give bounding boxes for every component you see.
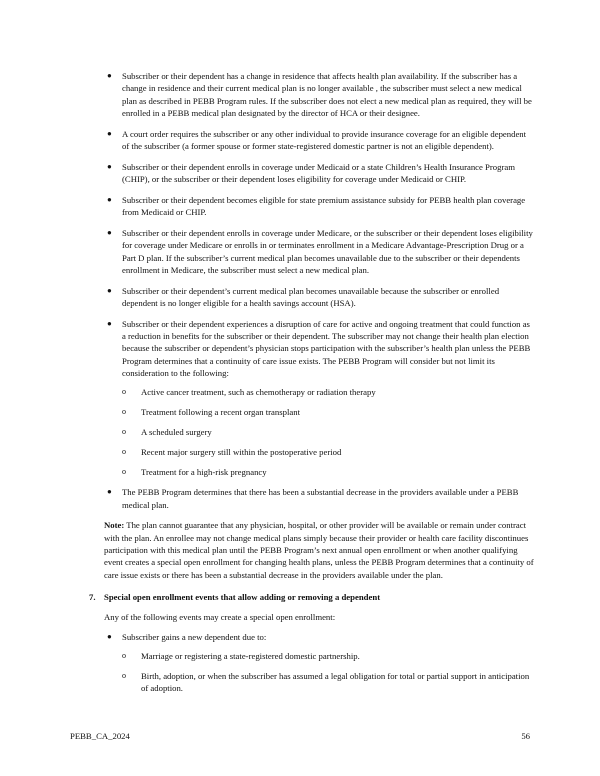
list-item: ● Subscriber or their dependent experiences a disruption of care for active and ongoing treatment that could function as a reduction in benefits for the subscriber or their dependent. The subscriber may not change their health plan election because the subscriber or dependent’s physician stops participation with the subscriber’s health plan unless the PEBB Program determines that a continuity of care issue exists. The PEBB Program will consider but not limit its consideration to the following: o Active cancer treatment, such as chemotherapy or radiation therapy o Treatment following a recent organ transplant o A scheduled surgery o Recent major surgery still within the postoperative period o Treatment for a high-risk pregnancy — [89, 318, 534, 478]
bullet-icon: ● — [107, 318, 112, 328]
bullet-icon: ● — [107, 632, 112, 642]
sub-list-item: o Marriage or registering a state-registered domestic partnership. — [122, 650, 360, 661]
sub-list-item: o Treatment following a recent organ transplant — [122, 406, 300, 417]
circle-bullet-icon: o — [122, 446, 126, 456]
bullet-icon: ● — [107, 194, 112, 204]
circle-bullet-icon: o — [122, 466, 126, 476]
bullet-icon: ● — [107, 71, 112, 80]
bullet-icon: ● — [107, 227, 112, 237]
new-dependent-reasons — [122, 650, 534, 695]
circle-bullet-icon: o — [122, 426, 126, 436]
page-number: 56 — [521, 731, 530, 741]
circle-bullet-icon: o — [122, 386, 126, 396]
note-label: Note: — [104, 520, 125, 531]
bullet-icon: ● — [107, 285, 112, 295]
bullet-icon: ● — [107, 161, 112, 171]
qualifying-events-list — [89, 70, 534, 511]
list-item: ● Subscriber or their dependent’s current medical plan becomes unavailable because the subscriber or enrolled dependent is no longer eligible for a health savings account (HSA). — [107, 285, 500, 309]
sub-list-item: o Birth, adoption, or when the subscriber has assumed a legal obligation for total or partial support in anticipation of adoption. — [122, 670, 530, 693]
bullet-icon: ● — [107, 128, 112, 138]
list-item: ● Subscriber or their dependent becomes eligible for state premium assistance subsidy for PEBB health plan coverage from Medicaid or CHIP. — [107, 194, 526, 218]
list-item: ● Subscriber or their dependent enrolls in coverage under Medicare, or the subscriber or their dependent loses eligibility for coverage under Medicare or enrolls in or terminates enrollment in a Medicare Advantage-Prescription Drug or a Part D plan. If the subscriber’s current medical plan becomes unavailable due to the subscriber or their dependents enrollment in Medicare, the subscriber must select a new medical plan. — [107, 227, 533, 276]
circle-bullet-icon: o — [122, 670, 126, 680]
list-item: ● A court order requires the subscriber or any other individual to provide insurance coverage for an eligible dependent of the subscriber (a former spouse or former state-registered domestic partner is not an eligible dependent). — [107, 128, 527, 152]
sub-list-item: o A scheduled surgery — [122, 426, 212, 437]
list-item: ● The PEBB Program determines that there has been a substantial decrease in the providers available under a PEBB medical plan. — [107, 487, 519, 510]
circle-bullet-icon: o — [122, 406, 126, 416]
bullet-icon: ● — [107, 487, 112, 497]
page-content — [89, 70, 534, 703]
sub-list-item: o Treatment for a high-risk pregnancy — [122, 466, 267, 477]
sub-list-item: o Active cancer treatment, such as chemotherapy or radiation therapy — [122, 386, 376, 397]
circle-bullet-icon: o — [122, 650, 126, 660]
sub-list-item: o Recent major surgery still within the postoperative period — [122, 446, 342, 457]
list-item: ● Subscriber gains a new dependent due to: o Marriage or registering a state-registered domestic partnership. o Birth, adoption, or when the subscriber has assumed a legal obligation for total or partial support in anticipation of adoption. — [89, 631, 534, 694]
section-intro: Any of the following events may create a special open enrollment: — [104, 611, 336, 622]
list-item: ● Subscriber or their dependent has a change in residence that affects health plan availability. If the subscriber has a change in residence and their current medical plan is no longer available , the subscriber must select a new medical plan as described in PEBB Program rules. If the subscriber does not elect a new medical plan as required, they will be enrolled in a PEBB medical plan designated by the director of HCA or their designee. — [107, 71, 532, 119]
section-number: 7. — [89, 592, 96, 603]
section-heading — [89, 591, 534, 603]
section-title: Special open enrollment events that allow adding or removing a dependent — [104, 592, 381, 603]
list-item: ● Subscriber or their dependent enrolls in coverage under Medicaid or a state Children’s Health Insurance Program (CHIP), or the subscriber or their dependent loses eligibility for coverage under Medicaid or CHIP. — [107, 161, 515, 185]
continuity-of-care-list — [122, 386, 534, 478]
dependent-events-list — [89, 631, 534, 694]
document-id: PEBB_CA_2024 — [70, 731, 130, 741]
note-paragraph: Note: The plan cannot guarantee that any physician, hospital, or other provider will be available or remain under contract with the plan. An enrollee may not change medical plans simply because their provider or health care facility discontinues participation with this medical plan until the PEBB Program’s next annual open enrollment or when another qualifying event creates a special open enrollment for changing health plans, unless the PEBB Program determines that a continuity of care issue exists or there has been a substantial decrease in the providers available under the plan. — [104, 520, 534, 580]
